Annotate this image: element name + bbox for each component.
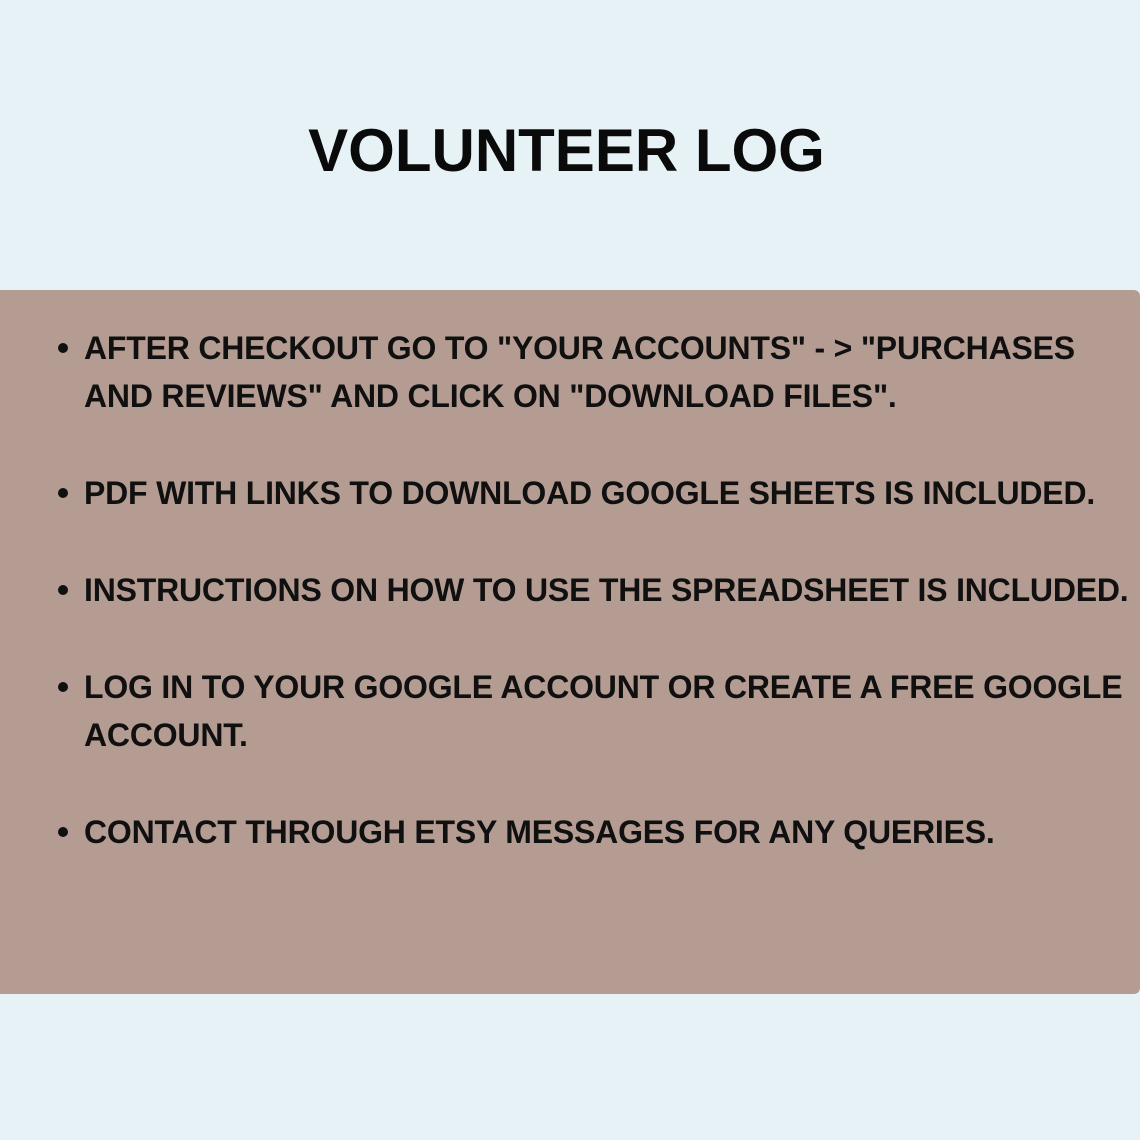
instructions-list bbox=[52, 324, 1132, 905]
list-item bbox=[52, 808, 1132, 856]
list-item bbox=[52, 469, 1132, 517]
list-item-text: AFTER CHECKOUT GO TO "YOUR ACCOUNTS" - > "PURCHASES AND REVIEWS" AND CLICK ON "DOWNLOAD FILES". bbox=[84, 330, 1075, 414]
list-item-text: LOG IN TO YOUR GOOGLE ACCOUNT OR CREATE A FREE GOOGLE ACCOUNT. bbox=[84, 669, 1123, 753]
bullet-icon bbox=[58, 585, 68, 595]
bullet-icon bbox=[58, 682, 68, 692]
list-item-text: CONTACT THROUGH ETSY MESSAGES FOR ANY QUERIES. bbox=[84, 814, 995, 850]
bullet-icon bbox=[58, 488, 68, 498]
bullet-icon bbox=[58, 343, 68, 353]
list-item-text: PDF WITH LINKS TO DOWNLOAD GOOGLE SHEETS IS INCLUDED. bbox=[84, 475, 1096, 511]
page-title: VOLUNTEER LOG bbox=[308, 117, 825, 184]
list-item bbox=[52, 566, 1132, 614]
bullet-icon bbox=[58, 827, 68, 837]
list-item bbox=[52, 324, 1132, 420]
list-item-text: INSTRUCTIONS ON HOW TO USE THE SPREADSHEET IS INCLUDED. bbox=[84, 572, 1129, 608]
list-item bbox=[52, 663, 1132, 759]
